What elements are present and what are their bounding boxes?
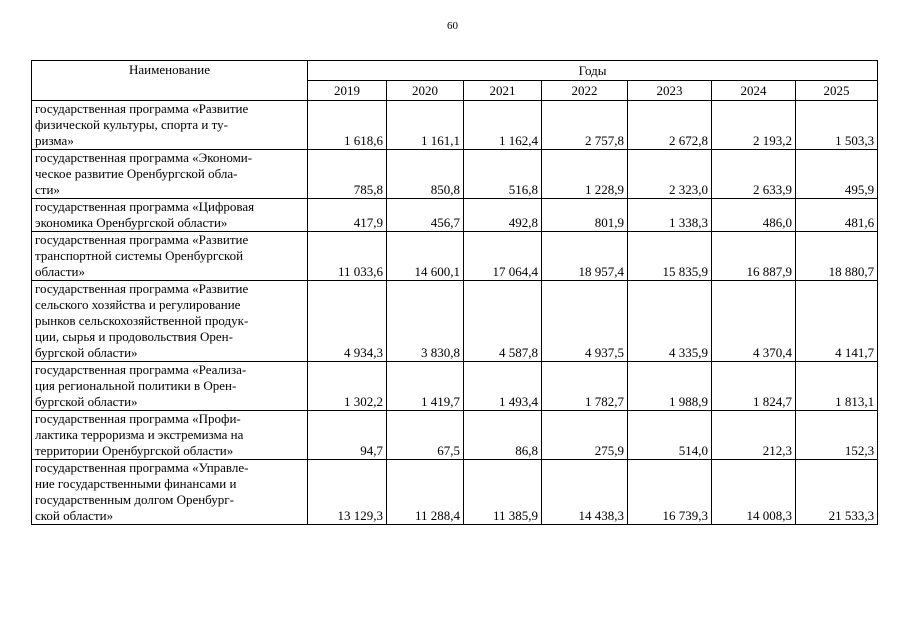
program-name-line: физической культуры, спорта и ту- [35, 117, 228, 132]
program-name-line: ризма» [35, 133, 74, 148]
program-name-line: сти» [35, 182, 60, 197]
value-cell: 11 033,6 [308, 232, 387, 281]
program-name-cell [32, 460, 308, 525]
value-cell: 4 934,3 [308, 281, 387, 362]
table-body [32, 101, 878, 525]
program-name-line: бургской области» [35, 345, 138, 360]
value-cell: 11 288,4 [387, 460, 464, 525]
program-name-cell [32, 101, 308, 150]
program-name-line: государственная программа «Развитие [35, 101, 249, 116]
value-cell: 18 880,7 [796, 232, 878, 281]
value-cell: 11 385,9 [464, 460, 542, 525]
column-header-name: Наименование [32, 61, 308, 101]
program-name-line: экономика Оренбургской области» [35, 215, 228, 230]
value-cell: 4 587,8 [464, 281, 542, 362]
value-cell: 1 493,4 [464, 362, 542, 411]
year-header: 2019 [308, 81, 387, 101]
program-name-line: рынков сельскохозяйственной продук- [35, 313, 249, 328]
header-row [32, 61, 878, 81]
year-header: 2021 [464, 81, 542, 101]
value-cell: 514,0 [628, 411, 712, 460]
program-name-line: государственная программа «Реализа- [35, 362, 247, 377]
table-row [32, 101, 878, 150]
value-cell: 492,8 [464, 199, 542, 232]
value-cell: 1 618,6 [308, 101, 387, 150]
value-cell: 14 008,3 [712, 460, 796, 525]
value-cell: 495,9 [796, 150, 878, 199]
value-cell: 1 503,3 [796, 101, 878, 150]
value-cell: 1 228,9 [542, 150, 628, 199]
value-cell: 13 129,3 [308, 460, 387, 525]
program-name-line: ция региональной политики в Орен- [35, 378, 237, 393]
year-header: 2024 [712, 81, 796, 101]
value-cell: 15 835,9 [628, 232, 712, 281]
value-cell: 4 141,7 [796, 281, 878, 362]
value-cell: 4 370,4 [712, 281, 796, 362]
program-name-line: области» [35, 264, 85, 279]
value-cell: 1 813,1 [796, 362, 878, 411]
program-name-line: государственным долгом Оренбург- [35, 492, 234, 507]
value-cell: 1 162,4 [464, 101, 542, 150]
program-name-cell [32, 411, 308, 460]
program-name-line: ской области» [35, 508, 114, 523]
value-cell: 4 937,5 [542, 281, 628, 362]
value-cell: 212,3 [712, 411, 796, 460]
value-cell: 1 824,7 [712, 362, 796, 411]
value-cell: 850,8 [387, 150, 464, 199]
value-cell: 2 672,8 [628, 101, 712, 150]
table-row [32, 411, 878, 460]
value-cell: 3 830,8 [387, 281, 464, 362]
value-cell: 21 533,3 [796, 460, 878, 525]
table-row [32, 199, 878, 232]
table-row [32, 281, 878, 362]
value-cell: 2 323,0 [628, 150, 712, 199]
program-name-line: ции, сырья и продовольствия Орен- [35, 329, 233, 344]
program-name-line: государственная программа «Развитие [35, 281, 249, 296]
program-name-line: государственная программа «Профи- [35, 411, 241, 426]
page-number: 60 [447, 20, 458, 32]
value-cell: 16 739,3 [628, 460, 712, 525]
value-cell: 486,0 [712, 199, 796, 232]
program-name-line: лактика терроризма и экстремизма на [35, 427, 244, 442]
value-cell: 1 338,3 [628, 199, 712, 232]
value-cell: 94,7 [308, 411, 387, 460]
value-cell: 16 887,9 [712, 232, 796, 281]
value-cell: 14 600,1 [387, 232, 464, 281]
value-cell: 1 419,7 [387, 362, 464, 411]
value-cell: 67,5 [387, 411, 464, 460]
program-name-cell [32, 232, 308, 281]
value-cell: 14 438,3 [542, 460, 628, 525]
year-header: 2023 [628, 81, 712, 101]
value-cell: 785,8 [308, 150, 387, 199]
value-cell: 417,9 [308, 199, 387, 232]
program-name-line: государственная программа «Управле- [35, 460, 249, 475]
value-cell: 516,8 [464, 150, 542, 199]
column-header-years: Годы [308, 61, 878, 81]
value-cell: 2 633,9 [712, 150, 796, 199]
value-cell: 1 988,9 [628, 362, 712, 411]
program-name-line: территории Оренбургской области» [35, 443, 234, 458]
value-cell: 17 064,4 [464, 232, 542, 281]
program-name-line: ческое развитие Оренбургской обла- [35, 166, 238, 181]
value-cell: 275,9 [542, 411, 628, 460]
program-name-line: бургской области» [35, 394, 138, 409]
year-header: 2025 [796, 81, 878, 101]
value-cell: 86,8 [464, 411, 542, 460]
program-name-line: транспортной системы Оренбургской [35, 248, 244, 263]
value-cell: 801,9 [542, 199, 628, 232]
program-name-cell [32, 199, 308, 232]
year-header: 2020 [387, 81, 464, 101]
program-name-line: ние государственными финансами и [35, 476, 237, 491]
value-cell: 1 161,1 [387, 101, 464, 150]
value-cell: 1 302,2 [308, 362, 387, 411]
budget-table [31, 60, 878, 525]
value-cell: 2 757,8 [542, 101, 628, 150]
value-cell: 456,7 [387, 199, 464, 232]
value-cell: 18 957,4 [542, 232, 628, 281]
table-row [32, 232, 878, 281]
program-name-cell [32, 281, 308, 362]
program-name-cell [32, 362, 308, 411]
value-cell: 1 782,7 [542, 362, 628, 411]
program-name-cell [32, 150, 308, 199]
program-name-line: государственная программа «Цифровая [35, 199, 255, 214]
program-name-line: сельского хозяйства и регулирование [35, 297, 241, 312]
table-row [32, 150, 878, 199]
program-name-line: государственная программа «Экономи- [35, 150, 253, 165]
program-name-line: государственная программа «Развитие [35, 232, 249, 247]
table-row [32, 460, 878, 525]
value-cell: 4 335,9 [628, 281, 712, 362]
value-cell: 2 193,2 [712, 101, 796, 150]
year-header: 2022 [542, 81, 628, 101]
table-row [32, 362, 878, 411]
value-cell: 152,3 [796, 411, 878, 460]
value-cell: 481,6 [796, 199, 878, 232]
